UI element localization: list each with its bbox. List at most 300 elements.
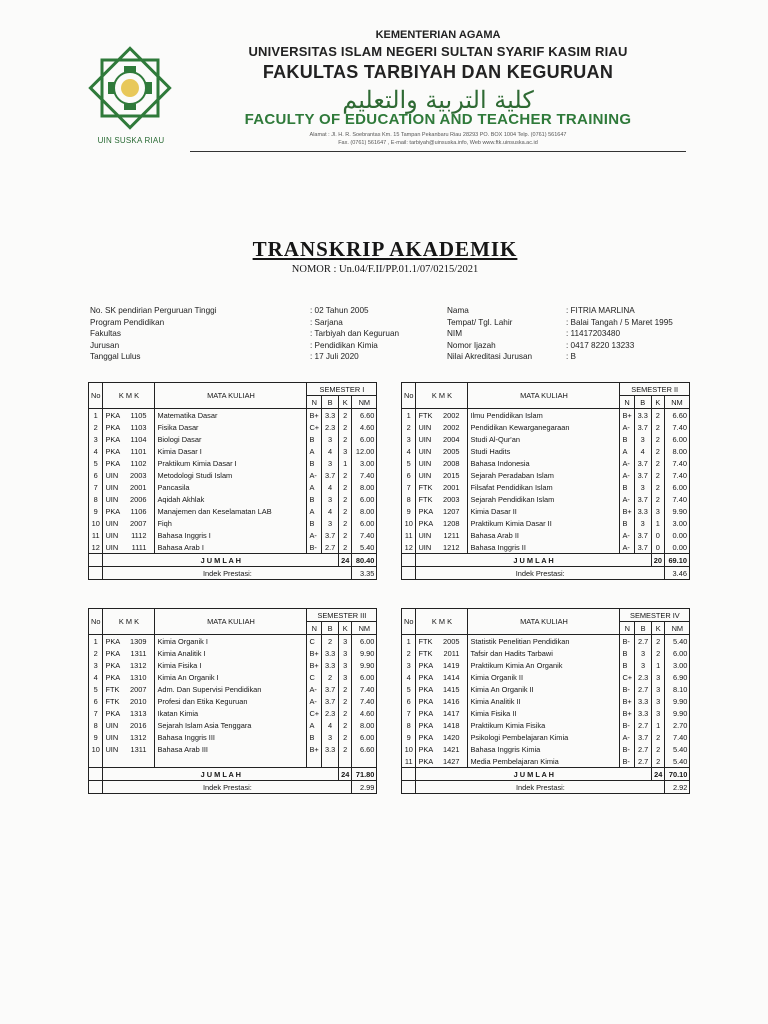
row-no: 5	[89, 683, 103, 695]
table-row	[402, 445, 690, 457]
ip-blank	[89, 781, 103, 794]
course-prefix: UIN	[418, 542, 432, 552]
row-kmk	[416, 719, 468, 731]
credits: 2	[651, 433, 664, 445]
course-number: 2005	[443, 636, 460, 646]
table-row	[89, 493, 377, 505]
row-no: 8	[402, 493, 416, 505]
course-prefix: PKA	[105, 648, 121, 658]
course-name: Praktikum Kimia Fisika	[468, 719, 620, 731]
grade-points: 8.00	[664, 445, 689, 457]
grade-weight: 3	[322, 731, 339, 743]
row-no: 6	[89, 469, 103, 481]
grade-letter: A-	[620, 457, 634, 469]
row-kmk	[103, 481, 155, 493]
row-kmk	[416, 671, 468, 683]
grade-weight: 3.7	[322, 469, 339, 481]
grade-points: 7.40	[352, 683, 377, 695]
grade-points: 8.00	[352, 719, 377, 731]
credits: 2	[652, 647, 665, 659]
address-line-1: Alamat : Jl. H. R. Soebrantas Km. 15 Tampan Pekanbaru Riau 28293 PO. BOX 1004 Telp. (0761) 561647	[309, 132, 567, 138]
ip-blank	[402, 567, 416, 580]
col-header-kmk: K M K	[416, 609, 468, 635]
course-number: 1104	[130, 434, 147, 444]
grade-points: 9.90	[352, 647, 377, 659]
grade-letter: B	[620, 517, 634, 529]
grade-letter: C+	[307, 707, 322, 719]
grade-points: 8.00	[352, 481, 377, 493]
course-prefix: PKA	[105, 410, 121, 420]
total-points: 70.10	[665, 768, 690, 781]
grade-letter: A	[620, 445, 634, 457]
grade-points: 6.00	[352, 635, 377, 648]
credits: 2	[652, 755, 665, 768]
table-row	[89, 659, 377, 671]
indeks-prestasi-value: 2.99	[352, 781, 377, 794]
course-name: Aqidah Akhlak	[155, 493, 307, 505]
grade-weight: 2.3	[635, 671, 652, 683]
grade-points: 8.00	[352, 505, 377, 517]
table-row	[402, 707, 690, 719]
course-name: Pendidikan Kewarganegaraan	[468, 421, 620, 433]
document-number: NOMOR : Un.04/F.II/PP.01.1/07/0215/2021	[291, 264, 479, 275]
row-no: 4	[89, 445, 103, 457]
row-kmk	[103, 433, 155, 445]
info-left-label-4: Tanggal Lulus	[90, 352, 141, 361]
grade-letter: B-	[620, 683, 635, 695]
course-prefix: UIN	[418, 446, 432, 456]
credits: 3	[339, 659, 352, 671]
logo-caption: UIN SUSKA RIAU	[97, 136, 165, 145]
table-row	[89, 635, 377, 648]
course-name: Matematika Dasar	[155, 409, 307, 422]
grade-weight: 3.7	[322, 695, 339, 707]
course-number: 2010	[130, 696, 147, 706]
credits: 2	[651, 421, 664, 433]
course-prefix: UIN	[105, 720, 119, 730]
row-no: 10	[402, 517, 416, 529]
course-number: 2005	[443, 446, 460, 456]
course-number: 1105	[130, 410, 147, 420]
row-no: 10	[402, 743, 416, 755]
course-number: 2004	[443, 434, 460, 444]
course-prefix: PKA	[105, 636, 121, 646]
col-header-n: N	[620, 622, 635, 635]
course-name: Ikatan Kimia	[155, 707, 307, 719]
grade-letter: A	[307, 719, 322, 731]
table-row	[402, 671, 690, 683]
sum-blank	[402, 554, 416, 567]
course-name: Bahasa Indonesia	[468, 457, 620, 469]
grade-weight: 2.7	[635, 755, 652, 768]
row-kmk	[103, 469, 155, 481]
table-row	[89, 433, 377, 445]
grade-letter: C+	[620, 671, 635, 683]
row-no: 4	[89, 671, 103, 683]
table-row	[402, 731, 690, 743]
grade-weight: 3.3	[635, 707, 652, 719]
row-kmk	[416, 529, 468, 541]
course-number: 1427	[443, 756, 460, 766]
course-name: Sejarah Pendidikan Islam	[468, 493, 620, 505]
grade-points: 4.60	[352, 421, 377, 433]
credits: 3	[339, 647, 352, 659]
course-prefix: UIN	[105, 542, 119, 552]
credits: 2	[339, 433, 352, 445]
course-number: 1311	[130, 744, 147, 754]
course-name: Bahasa Inggris I	[155, 529, 307, 541]
course-number: 2003	[443, 494, 460, 504]
table-row	[89, 707, 377, 719]
info-left-label-2: Fakultas	[90, 329, 121, 338]
credits: 2	[652, 731, 665, 743]
grade-letter: B	[620, 647, 635, 659]
credits: 2	[651, 457, 664, 469]
grade-weight: 3.7	[635, 731, 652, 743]
col-header-nm: NM	[664, 396, 689, 409]
course-number: 1103	[130, 422, 147, 432]
table-row	[402, 719, 690, 731]
course-name: Fiqh	[155, 517, 307, 529]
row-no: 9	[402, 731, 416, 743]
course-prefix: PKA	[105, 422, 121, 432]
grade-letter: A-	[620, 493, 634, 505]
row-kmk	[103, 659, 155, 671]
faculty-heading: FAKULTAS TARBIYAH DAN KEGURUAN	[262, 62, 614, 82]
grade-letter: B	[307, 493, 322, 505]
row-kmk	[416, 731, 468, 743]
row-no: 12	[402, 541, 416, 554]
col-header-mata-kuliah: MATA KULIAH	[468, 609, 620, 635]
table-row	[402, 517, 690, 529]
row-no: 5	[402, 683, 416, 695]
course-number: 2007	[130, 518, 147, 528]
grade-letter: B+	[307, 409, 322, 422]
empty-cell	[339, 755, 352, 768]
table-row	[402, 457, 690, 469]
course-prefix: PKA	[105, 458, 121, 468]
document-title: TRANSKRIP AKADEMIK	[252, 237, 518, 261]
grade-letter: B+	[620, 505, 634, 517]
course-name: Praktikum Kimia Dasar I	[155, 457, 307, 469]
grade-points: 3.00	[664, 517, 689, 529]
row-no: 9	[89, 731, 103, 743]
col-header-b: B	[322, 396, 339, 409]
table-row	[89, 743, 377, 755]
row-kmk	[416, 517, 468, 529]
info-left-value-1: : Sarjana	[310, 317, 343, 327]
table-row	[402, 647, 690, 659]
course-prefix: PKA	[418, 696, 434, 706]
row-no: 1	[402, 409, 416, 422]
course-name: Bahasa Arab II	[468, 529, 620, 541]
grade-weight: 3	[635, 659, 652, 671]
grade-letter: B	[620, 481, 634, 493]
grade-points: 3.00	[352, 457, 377, 469]
course-name: Manajemen dan Keselamatan LAB	[155, 505, 307, 517]
course-number: 1309	[130, 636, 147, 646]
grade-points: 5.40	[665, 755, 690, 768]
jumlah-label: J U M L A H	[103, 768, 339, 781]
info-right-labels	[447, 305, 562, 363]
course-name: Psikologi Pembelajaran Kimia	[468, 731, 620, 743]
course-name: Tafsir dan Hadits Tarbawi	[468, 647, 620, 659]
row-kmk	[103, 671, 155, 683]
row-kmk	[416, 695, 468, 707]
row-kmk	[103, 529, 155, 541]
row-kmk	[103, 743, 155, 755]
col-header-no: No	[402, 609, 416, 635]
ministry-heading: KEMENTERIAN AGAMA	[375, 29, 501, 41]
row-no: 1	[89, 409, 103, 422]
course-number: 1212	[443, 542, 460, 552]
row-kmk	[416, 743, 468, 755]
credits: 3	[339, 445, 352, 457]
grade-points: 0.00	[664, 529, 689, 541]
credits: 0	[651, 529, 664, 541]
grade-points: 6.00	[665, 647, 690, 659]
info-right-value-0: : FITRIA MARLINA	[566, 306, 635, 315]
grade-points: 9.90	[665, 695, 690, 707]
info-right-value-3: : 0417 8220 13233	[566, 340, 635, 350]
grade-weight: 3	[322, 457, 339, 469]
grade-letter: A-	[620, 421, 634, 433]
grade-letter: B-	[620, 743, 635, 755]
row-no: 6	[402, 695, 416, 707]
empty-cell	[155, 755, 307, 768]
credits: 2	[339, 695, 352, 707]
grade-points: 9.90	[665, 707, 690, 719]
grade-letter: C	[307, 671, 322, 683]
grade-weight: 4	[634, 445, 651, 457]
course-prefix: FTK	[418, 482, 433, 492]
row-kmk	[416, 445, 468, 457]
info-left-value-3: : Pendidikan Kimia	[310, 340, 378, 350]
course-number: 1101	[130, 446, 147, 456]
credits: 2	[339, 469, 352, 481]
credits: 2	[651, 481, 664, 493]
grade-weight: 3.3	[322, 743, 339, 755]
col-header-nm: NM	[352, 396, 377, 409]
row-no: 12	[89, 541, 103, 554]
course-number: 1310	[130, 672, 147, 682]
row-kmk	[416, 683, 468, 695]
row-no: 2	[402, 421, 416, 433]
row-kmk	[416, 635, 468, 648]
grade-letter: A	[307, 505, 322, 517]
row-no: 10	[89, 743, 103, 755]
course-prefix: PKA	[418, 660, 434, 670]
table-row	[89, 683, 377, 695]
grade-weight: 2.3	[322, 707, 339, 719]
row-kmk	[103, 505, 155, 517]
credits: 3	[339, 635, 352, 648]
row-kmk	[103, 493, 155, 505]
grade-points: 6.00	[664, 433, 689, 445]
course-name: Studi Hadits	[468, 445, 620, 457]
course-prefix: FTK	[418, 410, 433, 420]
grade-points: 6.00	[352, 433, 377, 445]
credits: 2	[652, 635, 665, 648]
grade-letter: C	[307, 635, 322, 648]
row-kmk	[103, 695, 155, 707]
faculty-arabic-heading: كلية التربية والتعليم	[342, 86, 534, 114]
course-number: 2015	[443, 470, 460, 480]
credits: 2	[339, 683, 352, 695]
col-header-b: B	[634, 396, 651, 409]
jumlah-label: J U M L A H	[103, 554, 339, 567]
col-header-mata-kuliah: MATA KULIAH	[468, 383, 620, 409]
info-right-label-1: Tempat/ Tgl. Lahir	[447, 317, 513, 327]
grade-points: 2.70	[665, 719, 690, 731]
info-left-values	[310, 305, 435, 363]
course-number: 1112	[131, 530, 147, 540]
row-no: 9	[402, 505, 416, 517]
grade-weight: 2.7	[322, 541, 339, 554]
course-name: Filsafat Pendidikan Islam	[468, 481, 620, 493]
empty-cell	[307, 755, 322, 768]
grade-points: 9.90	[664, 505, 689, 517]
course-name: Sejarah Islam Asia Tenggara	[155, 719, 307, 731]
row-no: 6	[402, 469, 416, 481]
row-kmk	[416, 647, 468, 659]
course-name: Ilmu Pendidikan Islam	[468, 409, 620, 422]
row-kmk	[416, 481, 468, 493]
row-kmk	[416, 541, 468, 554]
info-left-labels	[90, 305, 305, 363]
grade-weight: 3	[322, 517, 339, 529]
empty-cell	[103, 755, 155, 768]
grade-weight: 3.7	[634, 421, 651, 433]
indeks-prestasi-label: Indek Prestasi:	[416, 567, 664, 580]
credits: 2	[339, 409, 352, 422]
table-row	[402, 683, 690, 695]
info-left-value-0: : 02 Tahun 2005	[310, 306, 369, 315]
table-row	[402, 433, 690, 445]
col-header-k: K	[339, 622, 352, 635]
table-row	[402, 695, 690, 707]
grade-weight: 3.3	[322, 409, 339, 422]
grade-weight: 4	[322, 505, 339, 517]
grade-weight: 2.7	[635, 743, 652, 755]
row-kmk	[416, 421, 468, 433]
grade-weight: 3.3	[635, 695, 652, 707]
course-prefix: PKA	[105, 708, 121, 718]
credits: 2	[652, 743, 665, 755]
row-no: 5	[402, 457, 416, 469]
empty-cell	[89, 755, 103, 768]
course-number: 1421	[443, 744, 460, 754]
grade-weight: 3	[634, 433, 651, 445]
course-prefix: UIN	[418, 470, 432, 480]
course-name: Kimia An Organik I	[155, 671, 307, 683]
course-prefix: UIN	[418, 422, 432, 432]
grade-weight: 2	[322, 671, 339, 683]
grade-letter: B	[620, 433, 634, 445]
grade-letter: A-	[620, 731, 635, 743]
total-points: 80.40	[352, 554, 377, 567]
table-row	[89, 647, 377, 659]
grade-letter: B+	[307, 659, 322, 671]
grade-letter: B+	[620, 695, 635, 707]
grade-points: 7.40	[664, 457, 689, 469]
sum-blank	[89, 554, 103, 567]
row-kmk	[416, 457, 468, 469]
info-left-value-4: : 17 Juli 2020	[310, 352, 359, 361]
credits: 1	[339, 457, 352, 469]
course-number: 1418	[443, 720, 460, 730]
grade-letter: B	[307, 457, 322, 469]
course-number: 1417	[443, 708, 460, 718]
course-prefix: PKA	[105, 672, 121, 682]
row-kmk	[103, 647, 155, 659]
grade-letter: B	[307, 517, 322, 529]
credits: 2	[651, 469, 664, 481]
row-no: 5	[89, 457, 103, 469]
grade-points: 6.00	[352, 517, 377, 529]
table-row	[402, 635, 690, 648]
credits: 3	[651, 505, 664, 517]
course-prefix: PKA	[418, 518, 434, 528]
course-number: 2011	[443, 648, 460, 658]
grade-weight: 3.3	[634, 409, 651, 422]
table-row	[89, 421, 377, 433]
table-row	[89, 695, 377, 707]
semester-table-4	[401, 608, 690, 794]
semester-title: SEMESTER IV	[620, 609, 690, 622]
grade-letter: B+	[620, 707, 635, 719]
indeks-prestasi-value: 3.46	[664, 567, 689, 580]
credits: 1	[652, 659, 665, 671]
credits: 2	[339, 481, 352, 493]
grade-letter: B-	[620, 755, 635, 768]
grade-letter: B+	[620, 409, 634, 422]
row-no: 10	[89, 517, 103, 529]
course-number: 2006	[130, 494, 147, 504]
credits: 2	[339, 707, 352, 719]
table-row	[89, 457, 377, 469]
table-row	[89, 529, 377, 541]
grade-points: 7.40	[664, 421, 689, 433]
grade-weight: 3.7	[322, 683, 339, 695]
total-points: 69.10	[664, 554, 689, 567]
grade-letter: B	[307, 731, 322, 743]
grade-points: 7.40	[352, 529, 377, 541]
row-no: 7	[89, 481, 103, 493]
grade-weight: 3	[322, 493, 339, 505]
grade-letter: B	[307, 433, 322, 445]
header-divider	[190, 151, 686, 152]
grade-points: 6.00	[352, 671, 377, 683]
grade-letter: B+	[307, 647, 322, 659]
row-no: 8	[89, 493, 103, 505]
course-number: 2002	[443, 422, 460, 432]
row-no: 3	[89, 433, 103, 445]
course-number: 1415	[443, 684, 460, 694]
info-right-values	[566, 305, 696, 363]
course-number: 1208	[443, 518, 460, 528]
course-name: Metodologi Studi Islam	[155, 469, 307, 481]
course-name: Bahasa Inggris Kimia	[468, 743, 620, 755]
credits: 2	[339, 541, 352, 554]
info-left-label-3: Jurusan	[90, 340, 120, 350]
grade-points: 5.40	[665, 635, 690, 648]
table-row	[402, 409, 690, 422]
indeks-prestasi-label: Indek Prestasi:	[103, 781, 352, 794]
course-prefix: PKA	[105, 434, 121, 444]
row-kmk	[103, 541, 155, 554]
table-row	[89, 755, 377, 768]
